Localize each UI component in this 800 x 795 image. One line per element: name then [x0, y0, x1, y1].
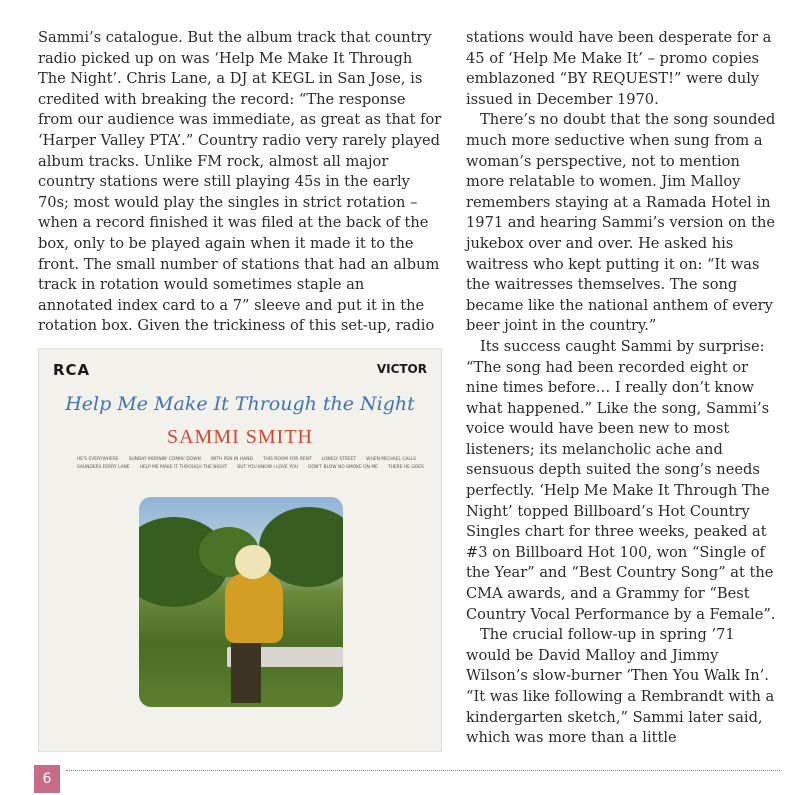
track-title: HELP ME MAKE IT THROUGH THE NIGHT [139, 465, 228, 470]
woman-figure [225, 545, 281, 655]
track-title: LONELY STREET [321, 457, 357, 462]
left-column [38, 28, 442, 337]
album-artist: SAMMI SMITH [166, 426, 314, 448]
track-title: SAUNDERS FERRY LANE [77, 465, 130, 470]
victor-label: VICTOR [376, 362, 427, 376]
track-list-row-2 [77, 465, 424, 470]
page-number: 6 [34, 765, 60, 793]
track-title: BUT YOU KNOW I LOVE YOU [237, 465, 299, 470]
right-column [466, 28, 780, 749]
track-list-row-1 [77, 457, 417, 462]
album-cover-image [38, 348, 442, 752]
track-title: THERE HE GOES [387, 465, 424, 470]
body-paragraph: There’s no doubt that the song sounded much more seductive when sung from a woman’s perspective, not to mention more relatable to women. Jim Malloy remembers staying at a Ramada Hotel in 1971 and hearing Sammi’s version on the jukebox over and over. He asked his waitress who kept putting it on: “It was the waitresses themselves. The song became like the national anthem of every beer joint in the country.” [466, 111, 776, 335]
album-title: Help Me Make It Through the Night [65, 393, 415, 415]
track-title: WHEN MICHAEL CALLS [366, 457, 417, 462]
body-paragraph: stations would have been desperate for a 45 of ‘Help Me Make It’ – promo copies emblazoned “BY REQUEST!” were duly issued in December 1970. [466, 29, 772, 108]
track-title: WITH PEN IN HAND [210, 457, 253, 462]
rca-logo: RCA [53, 361, 91, 379]
track-title: THIS ROOM FOR RENT [262, 457, 312, 462]
footer-divider [66, 770, 780, 771]
body-paragraph: Its success caught Sammi by surprise: “The song had been recorded eight or nine times before… I really don’t know what happened.” Like the song, Sammi’s voice would have been new to most listeners; its melancholic ache and sensuous depth suited the song’s needs perfectly. ‘Help Me Make It Through The Night’ topped Billboard’s Hot Country Singles chart for three weeks, peaked at #3 on Billboard Hot 100, won “Single of the Year” and “Best Country Song” at the CMA awards, and a Grammy for “Best Country Vocal Performance by a Female”. [466, 337, 776, 623]
track-title: DON'T BLOW NO SMOKE ON ME [308, 465, 378, 470]
album-photo [139, 497, 343, 707]
track-title: HE'S EVERYWHERE [77, 457, 119, 462]
track-title: SUNDAY MORNIN' COMIN' DOWN [128, 457, 201, 462]
body-paragraph: The crucial follow-up in spring ’71 would be David Malloy and Jimmy Wilson’s slow-burner ‘Then You Walk In’. “It was like following a Rembrandt with a kindergarten sketch,” Sammi later said, which was more than a little [466, 626, 775, 747]
body-paragraph: Sammi’s catalogue. But the album track that country radio picked up on was ‘Help Me Make It Through The Night’. Chris Lane, a DJ at KEGL in San Jose, is credited with breaking the record: “The response from our audience was immediate, as great as that for ‘Harper Valley PTA’.” Country radio very rarely played album tracks. Unlike FM rock, almost all major country stations were still playing 45s in the early 70s; most would play the singles in strict rotation – when a record finished it was filed at the back of the box, only to be played again when it made it to the front. The small number of stations that had an album track in rotation would sometimes staple an annotated index card to a 7” sleeve and put it in the rotation box. Given the trickiness of this set-up, radio [38, 29, 442, 335]
